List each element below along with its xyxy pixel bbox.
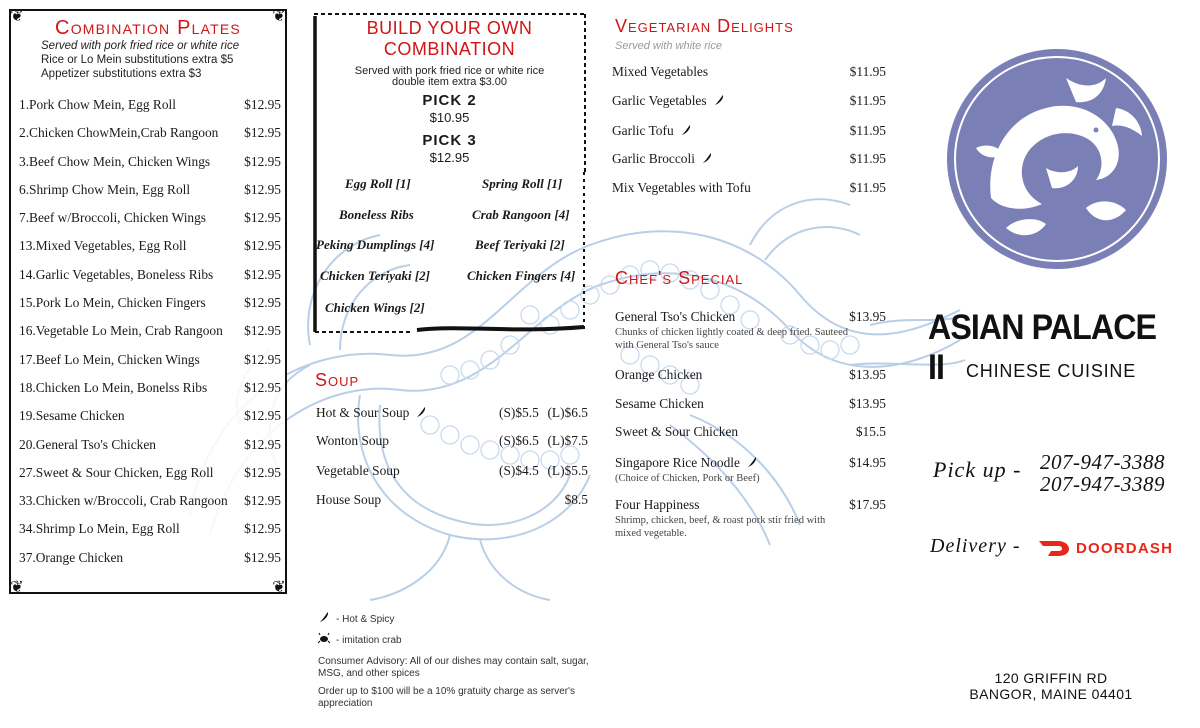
crab-icon [318,632,330,644]
item-name: 7.Beef w/Broccoli, Chicken Wings [19,210,207,226]
combo-plate-item [19,493,281,521]
phone-number[interactable]: 207-947-3389 [1040,472,1165,496]
corner-flourish-icon: ❦ [10,577,24,596]
combo-plate-item [19,521,281,549]
item-name: 17.Beef Lo Mein, Chicken Wings [19,351,200,367]
item-price: $12.95 [244,521,281,537]
item-price: $12.95 [244,379,281,395]
soup-name: House Soup [316,492,382,507]
combination-plates-panel [9,6,287,596]
byo-item: Egg Roll [1] [345,176,411,191]
item-description [615,514,905,540]
item-name: Sweet & Sour Chicken [615,424,739,439]
item-name: 18.Chicken Lo Mein, Bonelss Ribs [19,379,208,395]
item-price: $12.95 [244,464,281,480]
item-price: $14.95 [849,455,886,470]
legend-crab [318,632,402,646]
item-price: $11.95 [849,64,886,79]
item-name: Four Happiness [615,497,700,512]
vegetarian-title: Vegetarian Delights [615,16,794,36]
vegetarian-item [612,151,886,171]
gratuity-note: Order up to $100 will be a 10% gratuity charge as server's appreciation [318,686,576,709]
vegetarian-item [612,123,886,143]
item-price: $15.5 [855,424,886,439]
item-price: $12.95 [244,210,281,226]
combo-plate-item [19,267,281,295]
build-your-own-title: BUILD YOUR OWN [366,18,533,38]
soup-small-price: (S)$4.5 [499,463,539,478]
soup-price: $8.5 [564,492,588,507]
item-name: 37.Orange Chicken [19,549,124,565]
build-your-own-subtitle: double item extra $3.00 [392,76,507,88]
pick-3-label: PICK 3 [422,132,477,149]
soup-small-price: (S)$6.5 [499,433,539,448]
item-description-line: Shrimp, chicken, beef, & roast pork stir fried with [615,515,826,526]
byo-item: Beef Teriyaki [2] [475,237,565,252]
chefs-special-item [615,367,886,387]
vegetarian-subtitle: Served with white rice [615,40,722,52]
item-name: Garlic Vegetables [612,93,707,108]
item-description-line: (Choice of Chicken, Pork or Beef) [615,473,760,484]
combo-plate-item [19,182,281,210]
address-line: 120 GRIFFIN RD [994,670,1108,686]
item-price: $12.95 [244,125,281,141]
combo-plate-item [19,154,281,182]
legend-spicy [318,611,394,625]
chefs-special-item [615,396,886,416]
brush-border [312,12,587,334]
item-name: 34.Shrimp Lo Mein, Egg Roll [19,521,180,537]
build-your-own-title: COMBINATION [383,39,516,59]
item-description-line: with General Tso's sauce [615,340,719,351]
item-name: General Tso's Chicken [615,309,736,324]
combo-plate-item [19,125,281,153]
combo-plate-item [19,238,281,266]
corner-flourish-icon: ❦ [10,6,24,25]
item-name: 1.Pork Chow Mein, Egg Roll [19,97,176,112]
item-price: $12.95 [244,97,281,112]
appetizer-substitution-note: Appetizer substitutions extra $3 [41,68,202,80]
phone-number[interactable]: 207-947-3388 [1040,450,1165,474]
item-name: 14.Garlic Vegetables, Boneless Ribs [19,266,214,282]
item-price: $12.95 [244,238,281,254]
item-price: $11.95 [849,180,886,195]
build-your-own-panel [312,12,587,334]
soup-small-price: (S)$5.5 [499,405,539,420]
byo-item: Chicken Fingers [4] [467,268,576,283]
pickup-label: Pick up - [933,457,1022,482]
item-name: 27.Sweet & Sour Chicken, Egg Roll [19,464,214,480]
combo-plate-item [19,380,281,408]
item-price: $12.95 [244,153,281,169]
chili-pepper-icon [415,406,427,418]
item-price: $12.95 [244,351,281,367]
item-description [615,326,905,352]
chefs-special-title: Chef's Special [615,268,744,288]
item-name: Garlic Broccoli [612,151,695,166]
item-price: $13.95 [849,396,886,411]
item-price: $17.95 [849,497,886,512]
item-price: $12.95 [244,266,281,282]
soup-large-price: (L)$5.5 [547,463,588,478]
item-description-line: mixed vegetable. [615,528,687,539]
chefs-special-item [615,497,886,541]
byo-item: Spring Roll [1] [482,176,563,191]
combo-plate-item [19,323,281,351]
soup-name: Vegetable Soup [316,463,400,478]
item-name: Sesame Chicken [615,396,704,411]
delivery-label: Delivery - [930,535,1021,557]
build-your-own-subtitle: Served with pork fried rice or white rice [354,65,545,77]
restaurant-name: ASIAN PALACE II [928,308,1157,387]
item-price: $13.95 [849,367,886,382]
item-price: $12.95 [244,436,281,452]
legend-spicy-text: - Hot & Spicy [336,614,395,625]
combo-plate-item [19,437,281,465]
combo-plate-item [19,465,281,493]
corner-flourish-icon: ❦ [272,6,286,25]
byo-item: Boneless Ribs [339,207,414,222]
byo-item: Chicken Teriyaki [2] [320,268,431,283]
combo-plate-item [19,408,281,436]
vegetarian-item [612,93,886,113]
doordash-link[interactable] [1038,536,1173,560]
item-name: Mix Vegetables with Tofu [612,180,751,195]
rice-substitution-note: Rice or Lo Mein substitutions extra $5 [41,54,234,66]
pick-3-price: $12.95 [429,150,470,165]
item-price: $11.95 [849,123,886,138]
item-name: 19.Sesame Chicken [19,408,125,424]
combo-plate-item [19,352,281,380]
item-description [615,472,885,485]
item-price: $12.95 [244,295,281,311]
vegetarian-item [612,180,886,200]
combination-plates-list [19,97,281,578]
item-name: 20.General Tso's Chicken [19,436,156,452]
item-description-line: Chunks of chicken lightly coated & deep fried. Sauteed [615,327,848,338]
byo-item: Peking Dumplings [4] [316,237,435,252]
combo-plate-item [19,550,281,578]
combination-plates-subtitle: Served with pork fried rice or white rice [41,40,240,52]
consumer-advisory: Consumer Advisory: All of our dishes may contain salt, sugar, MSG, and other spices [318,656,589,679]
chefs-special-item [615,424,886,444]
chefs-special-item [615,309,886,353]
item-name: 2.Chicken ChowMein,Crab Rangoon [19,125,219,141]
item-name: 13.Mixed Vegetables, Egg Roll [19,238,187,254]
chefs-special-item [615,455,886,489]
chili-pepper-icon [318,611,330,623]
pick-2-label: PICK 2 [422,92,477,109]
soup-name: Hot & Sour Soup [316,405,410,420]
address-line: BANGOR, MAINE 04401 [969,686,1133,702]
restaurant-cuisine: CHINESE CUISINE [966,361,1137,381]
item-name: 16.Vegetable Lo Mein, Crab Rangoon [19,323,223,339]
pick-2-price: $10.95 [429,110,470,125]
doordash-logo-icon [1038,539,1070,557]
item-price: $12.95 [244,181,281,197]
combo-plate-item [19,210,281,238]
dragon-logo [946,48,1168,270]
item-name: Mixed Vegetables [612,64,709,79]
vegetarian-item [612,64,886,84]
item-name: Singapore Rice Noodle [615,455,740,470]
item-name: Garlic Tofu [612,123,674,138]
item-name: 3.Beef Chow Mein, Chicken Wings [19,153,211,169]
combo-plate-item [19,97,281,125]
item-price: $13.95 [849,309,886,324]
item-price: $11.95 [849,93,886,108]
item-name: 15.Pork Lo Mein, Chicken Fingers [19,295,206,311]
chili-pepper-icon [746,456,758,468]
item-price: $11.95 [849,151,886,166]
combination-plates-title: Combination Plates [55,17,241,39]
item-name: 33.Chicken w/Broccoli, Crab Rangoon [19,493,228,509]
corner-flourish-icon: ❦ [272,577,286,596]
soup-name: Wonton Soup [316,433,389,448]
doordash-text: DOORDASH [1076,539,1174,557]
item-price: $12.95 [244,493,281,509]
soup-title: Soup [315,370,360,390]
item-name: Orange Chicken [615,367,703,382]
chili-pepper-icon [701,152,713,164]
byo-item: Chicken Wings [2] [325,300,425,315]
item-price: $12.95 [244,323,281,339]
chili-pepper-icon [680,124,692,136]
legend-crab-text: - imitation crab [336,635,402,646]
item-price: $12.95 [244,408,281,424]
chili-pepper-icon [713,94,725,106]
combo-plate-item [19,295,281,323]
item-price: $12.95 [244,549,281,565]
byo-item: Crab Rangoon [4] [472,207,570,222]
soup-large-price: (L)$6.5 [547,405,588,420]
item-name: 6.Shrimp Chow Mein, Egg Roll [19,181,191,197]
soup-large-price: (L)$7.5 [547,433,588,448]
